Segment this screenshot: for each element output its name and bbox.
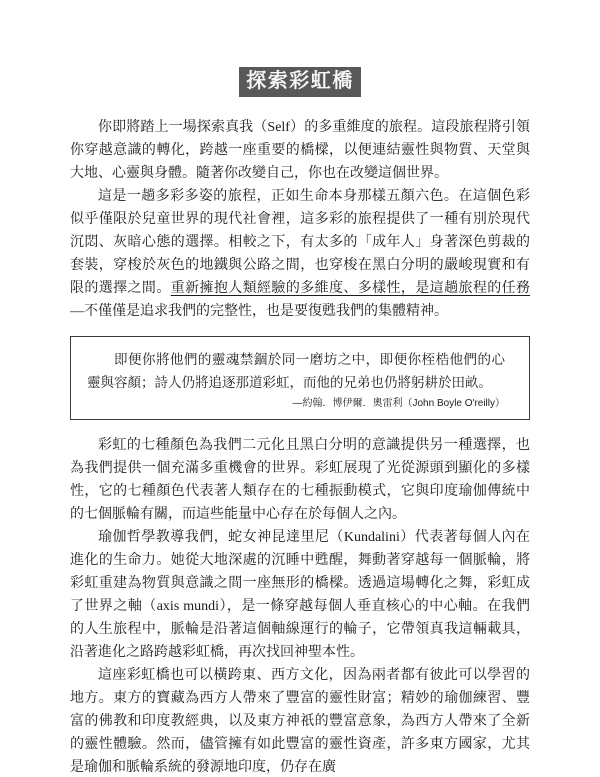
paragraph-2-text: 這是一趟多彩多姿的旅程，正如生命本身那樣五顏六色。在這個色彩似乎僅限於兒童世界的現代社會裡，這多彩的旅程提供了一種有別於現代沉悶、灰暗心態的選擇。相較之下，有太多的「成年人」身著深色剪裁的套裝，穿梭於灰色的地鐵與公路之間，也穿梭在黑白分明的嚴峻現實和有限的選擇之間。 <box>70 189 530 296</box>
paragraph-1: 你即將踏上一場探索真我（Self）的多重維度的旅程。這段旅程將引領你穿越意識的轉化，跨越一座重要的橋樑，以便連結靈性與物質、天堂與大地、心靈與身體。隨著你改變自己，你也在改變這個世界。 <box>70 120 530 181</box>
paragraph-3: 彩虹的七種顏色為我們二元化且黑白分明的意識提供另一種選擇，也為我們提供一個充滿多重機會的世界。彩虹展現了光從源頭到顯化的多樣性，它的七種顏色代表著人類存在的七種振動模式，它與印度瑜伽傳統中的七個脈輪有關，而這些能量中心存在於每個人之內。 <box>70 438 530 522</box>
paragraph-2-text-after: —不僅僅是追求我們的完整性，也是要復甦我們的集體精神。 <box>70 304 448 319</box>
paragraph-2-underlined-phrase: 重新擁抱人類經驗的多維度、多樣性，是這趟旅程的任務 <box>170 281 531 296</box>
document-body <box>70 116 530 777</box>
page-title: 探索彩虹橋 <box>239 67 361 97</box>
paragraph-5: 這座彩虹橋也可以橫跨東、西方文化，因為兩者都有彼此可以學習的地方。東方的寶藏為西方人帶來了豐富的靈性財富；精妙的瑜伽練習、豐富的佛教和印度教經典，以及東方神祇的豐富意象，為西方人帶來了全新的靈性體驗。然而，儘管擁有如此豐富的靈性資產，許多東方國家，尤其是瑜伽和脈輪系統的發源地印度，仍存在廣 <box>70 668 530 775</box>
paragraph-4: 瑜伽哲學教導我們，蛇女神昆達里尼（Kundalini）代表著每個人內在進化的生命力。她從大地深處的沉睡中甦醒，舞動著穿越每一個脈輪，將彩虹重建為物質與意識之間一座無形的橋樑。透過這場轉化之舞，彩虹成了世界之軸（axis mundi），是一條穿越每個人垂直核心的中心軸。在我們的人生旅程中，脈輪是沿著這個軸線運行的輪子，它帶領真我這輛載具，沿著進化之路跨越彩虹橋，再次找回神聖本性。 <box>70 530 530 660</box>
paragraph-2 <box>70 185 530 323</box>
quote-text: 即便你將他們的靈魂禁錮於同一磨坊之中，即便你桎梏他們的心靈與容顏；詩人仍將追逐那道彩虹，而他的兄弟也仍將躬耕於田畝。 <box>87 352 505 390</box>
quote-attribution: —約翰．博伊爾．奧雷利（John Boyle O'reilly） <box>292 398 505 409</box>
title-row <box>0 0 600 97</box>
quote-box <box>70 336 530 420</box>
